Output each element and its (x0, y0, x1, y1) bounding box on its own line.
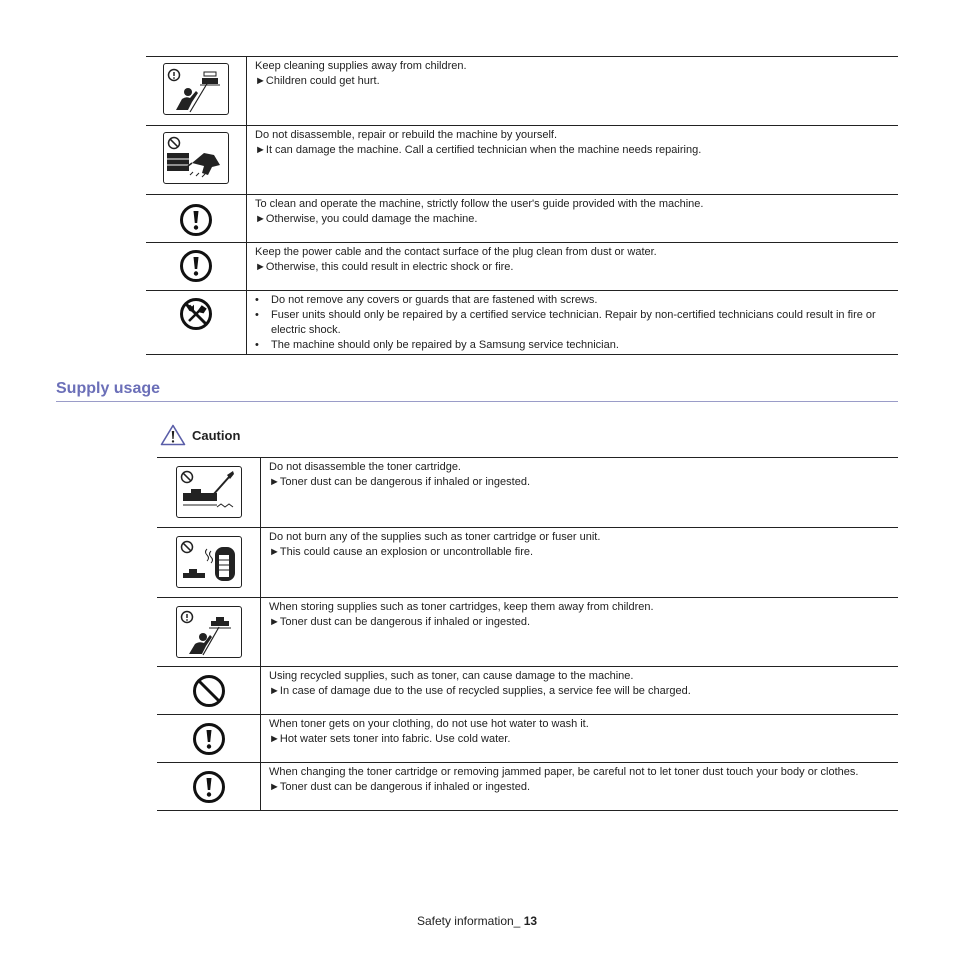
no-disassemble-drill-icon (163, 132, 229, 184)
table-row (146, 291, 898, 355)
safety-table-1 (146, 56, 898, 355)
icon-cell (157, 598, 261, 667)
list-item: • The machine should only be repaired by a Samsung service technician. (271, 338, 890, 353)
table-row (157, 715, 898, 763)
icon-cell (157, 667, 261, 715)
text-cell (261, 667, 899, 715)
text-cell (261, 763, 899, 811)
footer-label: Safety information_ (416, 914, 524, 928)
icon-cell (146, 243, 247, 291)
icon-cell (157, 528, 261, 598)
bullet-list (255, 293, 890, 353)
icon-cell (146, 57, 247, 126)
instruction-text: To clean and operate the machine, strictly follow the user's guide provided with the machine. (255, 198, 704, 210)
icon-cell (146, 195, 247, 243)
consequence-text: ►Toner dust can be dangerous if inhaled or ingested. (269, 616, 531, 628)
table-row (146, 126, 898, 195)
text-cell (247, 126, 899, 195)
instruction-text: Keep the power cable and the contact surface of the plug clean from dust or water. (255, 246, 657, 258)
instruction-text: When storing supplies such as toner cartridges, keep them away from children. (269, 601, 654, 613)
table-row (146, 57, 898, 126)
table-row (157, 667, 898, 715)
instruction-text: Using recycled supplies, such as toner, can cause damage to the machine. (269, 670, 634, 682)
instruction-text: When changing the toner cartridge or removing jammed paper, be careful not to let toner dust touch your body or clothes. (269, 766, 859, 778)
consequence-text: ►Hot water sets toner into fabric. Use cold water. (269, 733, 511, 745)
consequence-text: ►In case of damage due to the use of recycled supplies, a service fee will be charged. (269, 685, 691, 697)
icon-cell (146, 126, 247, 195)
text-cell (261, 715, 899, 763)
instruction-text: Do not disassemble the toner cartridge. (269, 461, 461, 473)
section-divider (56, 401, 898, 402)
text-cell (247, 57, 899, 126)
consequence-text: ►This could cause an explosion or uncontrollable fire. (269, 546, 534, 558)
text-cell (261, 528, 899, 598)
consequence-text: ►It can damage the machine. Call a certified technician when the machine needs repairing. (255, 144, 702, 156)
child-warning-icon (176, 606, 242, 658)
consequence-text: ►Children could get hurt. (255, 75, 380, 87)
exclamation-icon (192, 722, 226, 756)
consequence-text: ►Toner dust can be dangerous if inhaled or ingested. (269, 476, 531, 488)
list-item: • Do not remove any covers or guards that are fastened with screws. (271, 293, 890, 308)
text-cell (247, 195, 899, 243)
exclamation-icon (179, 249, 213, 283)
child-warning-icon (163, 63, 229, 115)
consequence-text: ►Otherwise, this could result in electric shock or fire. (255, 261, 514, 273)
text-cell (247, 243, 899, 291)
instruction-text: Do not burn any of the supplies such as toner cartridge or fuser unit. (269, 531, 601, 543)
table-row (157, 763, 898, 811)
icon-cell (146, 291, 247, 355)
instruction-text: Keep cleaning supplies away from children. (255, 60, 467, 72)
supply-usage-table (157, 457, 898, 811)
caution-label: Caution (192, 427, 241, 443)
consequence-text: ►Toner dust can be dangerous if inhaled or ingested. (269, 781, 531, 793)
exclamation-icon (179, 203, 213, 237)
section-title: Supply usage (56, 380, 161, 397)
table-row (146, 195, 898, 243)
icon-cell (157, 458, 261, 528)
no-disassemble-cartridge-icon (176, 466, 242, 518)
instruction-text: When toner gets on your clothing, do not use hot water to wash it. (269, 718, 589, 730)
table-row (146, 243, 898, 291)
icon-cell (157, 763, 261, 811)
no-burn-supplies-icon (176, 536, 242, 588)
icon-cell (157, 715, 261, 763)
instruction-text: Do not disassemble, repair or rebuild the machine by yourself. (255, 129, 558, 141)
table-row (157, 458, 898, 528)
page-footer (0, 914, 954, 928)
text-cell (261, 598, 899, 667)
page-number: 13 (523, 914, 538, 928)
table-row (157, 528, 898, 598)
consequence-text: ►Otherwise, you could damage the machine. (255, 213, 478, 225)
caution-heading (160, 424, 240, 446)
text-cell (247, 291, 899, 355)
no-tools-icon (179, 297, 213, 331)
table-row (157, 598, 898, 667)
prohibited-icon (192, 674, 226, 708)
caution-triangle-icon (160, 424, 186, 446)
list-item: • Fuser units should only be repaired by a certified service technician. Repair by non-certified technicians could result in fire or electric shock. (271, 308, 890, 338)
text-cell (261, 458, 899, 528)
exclamation-icon (192, 770, 226, 804)
